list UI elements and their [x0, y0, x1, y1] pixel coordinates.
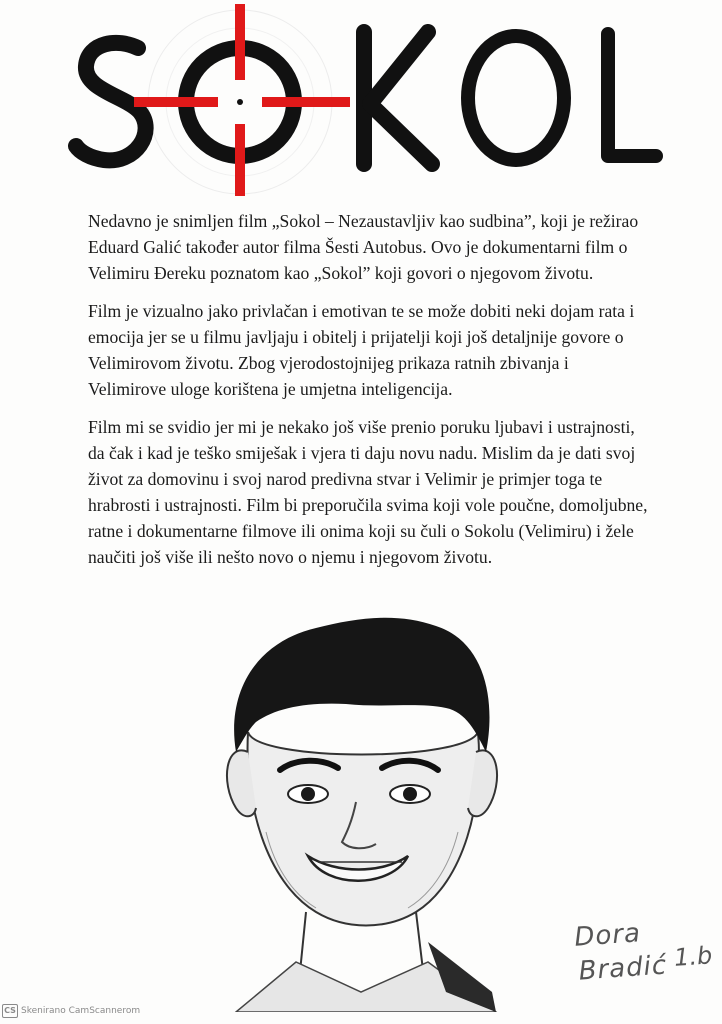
article-body — [88, 208, 648, 582]
crosshair-bottom — [235, 124, 245, 196]
letter-l — [608, 34, 656, 156]
letter-k-arms — [370, 32, 432, 164]
signature-class: 1.b — [673, 941, 714, 972]
signature-last-name: Bradić — [577, 950, 669, 987]
title-logo-graphic — [60, 0, 680, 210]
left-pupil — [301, 787, 315, 801]
face — [248, 732, 479, 926]
signature — [571, 913, 716, 1003]
article-paragraph-3: Film mi se svidio jer mi je nekako još više prenio poruku ljubavi i ustrajnosti, da čak i kad je teško smiješak i vjera ti daju novu nadu. Mislim da je dati svoj život za domovinu i svoj narod predivna stvar i Velimir je primjer toga te hrabrosti i ustrajnosti. Film bi preporučila svima koji vole poučne, domoljubne, ratne i dokumentarne filmove ili onima koji su čuli o Sokolu (Velimiru) i žele naučiti još više ili nešto novo o njemu i njegovom životu. — [88, 417, 648, 567]
crosshair-left — [134, 97, 218, 107]
letter-o-second — [468, 36, 564, 160]
crosshair-right — [262, 97, 350, 107]
scanner-watermark — [2, 1004, 140, 1018]
watermark-text: Skenirano CamScannerom — [21, 1006, 141, 1016]
target-center-dot — [237, 99, 243, 105]
crosshair-top — [235, 4, 245, 80]
portrait-drawing — [196, 612, 526, 1012]
right-pupil — [403, 787, 417, 801]
portrait-sketch — [196, 612, 526, 1012]
signature-first-name: Dora — [573, 918, 642, 953]
article-paragraph-2: Film je vizualno jako privlačan i emotivan te se može dobiti neki dojam rata i emocija jer se u filmu javljaju i obitelj i prijatelji koji još detaljnije govore o Velimirovom životu. Zbog vjerodostojnijeg prikaza ratnih zbivanja i Velimirove uloge korištena je umjetna inteligencija. — [88, 301, 635, 399]
article-paragraph-1: Nedavno je snimljen film „Sokol – Nezaustavljiv kao sudbina”, koji je režirao Eduard Galić također autor filma Šesti Autobus. Ovo je dokumentarni film o Velimiru Đereku poznatom kao „Sokol” koji govori o njegovom životu. — [88, 211, 639, 283]
title-logo — [60, 0, 680, 210]
hair — [234, 618, 489, 752]
camscanner-logo-icon: CS — [2, 1004, 18, 1018]
